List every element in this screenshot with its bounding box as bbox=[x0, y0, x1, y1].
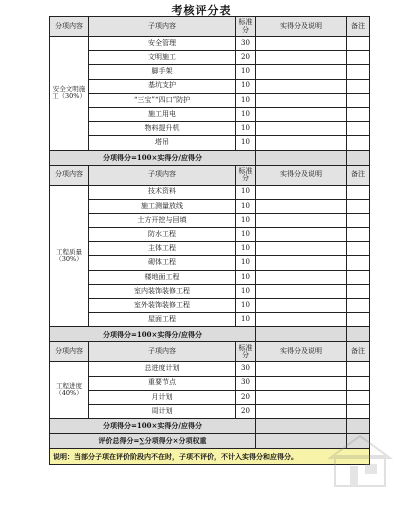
table-row bbox=[50, 376, 370, 390]
actual-score-cell[interactable] bbox=[256, 313, 347, 327]
remark-cell[interactable] bbox=[347, 270, 370, 284]
subtotal-row bbox=[50, 150, 370, 165]
remark-cell[interactable] bbox=[347, 37, 370, 51]
standard-score: 10 bbox=[236, 270, 256, 284]
total-row bbox=[50, 434, 370, 449]
item-name: 施工测量放线 bbox=[89, 199, 236, 213]
remark-cell[interactable] bbox=[347, 122, 370, 136]
item-name: 楼地面工程 bbox=[89, 270, 236, 284]
item-name: 周计划 bbox=[89, 404, 236, 418]
standard-score: 10 bbox=[236, 122, 256, 136]
table-row bbox=[50, 284, 370, 298]
item-name: 砌体工程 bbox=[89, 256, 236, 270]
table-row bbox=[50, 404, 370, 418]
column-header-row bbox=[50, 342, 370, 362]
actual-score-cell[interactable] bbox=[256, 136, 347, 150]
subtotal-remark-cell[interactable] bbox=[347, 327, 370, 342]
subtotal-formula: 分项得分=100×实得分/应得分 bbox=[50, 419, 256, 434]
subtotal-formula: 分项得分=100×实得分/应得分 bbox=[50, 150, 256, 165]
header-item: 子项内容 bbox=[89, 165, 236, 185]
actual-score-cell[interactable] bbox=[256, 65, 347, 79]
remark-cell[interactable] bbox=[347, 51, 370, 65]
header-remark: 备注 bbox=[347, 17, 370, 37]
header-standard: 标准分 bbox=[236, 17, 256, 37]
item-name: 防水工程 bbox=[89, 228, 236, 242]
table-row bbox=[50, 242, 370, 256]
item-name: 室内装饰装修工程 bbox=[89, 284, 236, 298]
actual-score-cell[interactable] bbox=[256, 199, 347, 213]
watermark-logo-icon bbox=[325, 431, 395, 491]
item-name: 文明施工 bbox=[89, 51, 236, 65]
standard-score: 20 bbox=[236, 390, 256, 404]
subtotal-remark-cell[interactable] bbox=[347, 150, 370, 165]
header-item: 子项内容 bbox=[89, 342, 236, 362]
table-row bbox=[50, 37, 370, 51]
standard-score: 10 bbox=[236, 313, 256, 327]
actual-score-cell[interactable] bbox=[256, 122, 347, 136]
standard-score: 30 bbox=[236, 362, 256, 376]
standard-score: 10 bbox=[236, 228, 256, 242]
item-name: 安全管理 bbox=[89, 37, 236, 51]
table-row bbox=[50, 390, 370, 404]
actual-score-cell[interactable] bbox=[256, 390, 347, 404]
item-name: 脚手架 bbox=[89, 65, 236, 79]
table-row bbox=[50, 256, 370, 270]
table-row bbox=[50, 213, 370, 227]
item-name: “三宝”“四口”防护 bbox=[89, 93, 236, 107]
actual-score-cell[interactable] bbox=[256, 242, 347, 256]
header-standard: 标准分 bbox=[236, 165, 256, 185]
standard-score: 10 bbox=[236, 107, 256, 121]
table-row bbox=[50, 51, 370, 65]
remark-cell[interactable] bbox=[347, 79, 370, 93]
remark-cell[interactable] bbox=[347, 404, 370, 418]
header-section: 分项内容 bbox=[50, 165, 89, 185]
actual-score-cell[interactable] bbox=[256, 79, 347, 93]
table-row bbox=[50, 93, 370, 107]
table-row bbox=[50, 107, 370, 121]
remark-cell[interactable] bbox=[347, 313, 370, 327]
actual-score-cell[interactable] bbox=[256, 213, 347, 227]
remark-cell[interactable] bbox=[347, 242, 370, 256]
subtotal-row bbox=[50, 327, 370, 342]
table-row bbox=[50, 299, 370, 313]
table-row bbox=[50, 199, 370, 213]
header-item: 子项内容 bbox=[89, 17, 236, 37]
standard-score: 10 bbox=[236, 93, 256, 107]
standard-score: 30 bbox=[236, 37, 256, 51]
header-section: 分项内容 bbox=[50, 17, 89, 37]
actual-score-cell[interactable] bbox=[256, 93, 347, 107]
remark-cell[interactable] bbox=[347, 185, 370, 199]
remark-cell[interactable] bbox=[347, 199, 370, 213]
header-standard: 标准分 bbox=[236, 342, 256, 362]
actual-score-cell[interactable] bbox=[256, 51, 347, 65]
header-actual: 实得分及说明 bbox=[256, 165, 347, 185]
header-remark: 备注 bbox=[347, 342, 370, 362]
table-row bbox=[50, 313, 370, 327]
actual-score-cell[interactable] bbox=[256, 284, 347, 298]
item-name: 重要节点 bbox=[89, 376, 236, 390]
actual-score-cell[interactable] bbox=[256, 37, 347, 51]
remark-cell[interactable] bbox=[347, 284, 370, 298]
remark-cell[interactable] bbox=[347, 213, 370, 227]
item-name: 物料提升机 bbox=[89, 122, 236, 136]
remark-cell[interactable] bbox=[347, 136, 370, 150]
column-header-row bbox=[50, 17, 370, 37]
remark-cell[interactable] bbox=[347, 390, 370, 404]
standard-score: 10 bbox=[236, 65, 256, 79]
subtotal-actual-cell[interactable] bbox=[256, 150, 347, 165]
table-row bbox=[50, 79, 370, 93]
standard-score: 10 bbox=[236, 299, 256, 313]
subtotal-formula: 分项得分=100×实得分/应得分 bbox=[50, 327, 256, 342]
standard-score: 10 bbox=[236, 256, 256, 270]
table-row bbox=[50, 270, 370, 284]
header-section: 分项内容 bbox=[50, 342, 89, 362]
item-name: 施工用电 bbox=[89, 107, 236, 121]
table-row bbox=[50, 136, 370, 150]
item-name: 土方开挖与回填 bbox=[89, 213, 236, 227]
remark-cell[interactable] bbox=[347, 228, 370, 242]
header-remark: 备注 bbox=[347, 165, 370, 185]
remark-cell[interactable] bbox=[347, 93, 370, 107]
item-name: 总进度计划 bbox=[89, 362, 236, 376]
section-name: 工程质量（30%） bbox=[50, 185, 89, 327]
item-name: 月计划 bbox=[89, 390, 236, 404]
table-row bbox=[50, 228, 370, 242]
actual-score-cell[interactable] bbox=[256, 362, 347, 376]
item-name: 屋面工程 bbox=[89, 313, 236, 327]
item-name: 塔吊 bbox=[89, 136, 236, 150]
note-text: 说明：当部分子项在评价阶段内不在时，子项不评价，不计入实得分和应得分。 bbox=[50, 449, 370, 465]
actual-score-cell[interactable] bbox=[256, 185, 347, 199]
standard-score: 10 bbox=[236, 213, 256, 227]
item-name: 基坑支护 bbox=[89, 79, 236, 93]
standard-score: 10 bbox=[236, 199, 256, 213]
remark-cell[interactable] bbox=[347, 107, 370, 121]
item-name: 主体工程 bbox=[89, 242, 236, 256]
table-row bbox=[50, 65, 370, 79]
actual-score-cell[interactable] bbox=[256, 404, 347, 418]
remark-cell[interactable] bbox=[347, 256, 370, 270]
standard-score: 20 bbox=[236, 51, 256, 65]
standard-score: 20 bbox=[236, 404, 256, 418]
item-name: 技术资料 bbox=[89, 185, 236, 199]
subtotal-actual-cell[interactable] bbox=[256, 327, 347, 342]
standard-score: 10 bbox=[236, 242, 256, 256]
table-row bbox=[50, 362, 370, 376]
header-actual: 实得分及说明 bbox=[256, 342, 347, 362]
standard-score: 10 bbox=[236, 185, 256, 199]
subtotal-row bbox=[50, 419, 370, 434]
actual-score-cell[interactable] bbox=[256, 256, 347, 270]
standard-score: 30 bbox=[236, 376, 256, 390]
total-formula: 评价总得分=∑分项得分×分项权重 bbox=[50, 434, 256, 449]
actual-score-cell[interactable] bbox=[256, 228, 347, 242]
page-title: 考核评分表 bbox=[171, 4, 232, 17]
actual-score-cell[interactable] bbox=[256, 107, 347, 121]
evaluation-table bbox=[49, 16, 370, 465]
standard-score: 10 bbox=[236, 79, 256, 93]
actual-score-cell[interactable] bbox=[256, 299, 347, 313]
remark-cell[interactable] bbox=[347, 299, 370, 313]
remark-cell[interactable] bbox=[347, 376, 370, 390]
item-name: 室外装饰装修工程 bbox=[89, 299, 236, 313]
actual-score-cell[interactable] bbox=[256, 376, 347, 390]
note-row bbox=[50, 449, 370, 465]
actual-score-cell[interactable] bbox=[256, 270, 347, 284]
column-header-row bbox=[50, 165, 370, 185]
table-row bbox=[50, 185, 370, 199]
section-name: 安全文明施工（30%） bbox=[50, 37, 89, 151]
standard-score: 10 bbox=[236, 284, 256, 298]
remark-cell[interactable] bbox=[347, 65, 370, 79]
section-name: 工程进度（40%） bbox=[50, 362, 89, 419]
standard-score: 10 bbox=[236, 136, 256, 150]
header-actual: 实得分及说明 bbox=[256, 17, 347, 37]
remark-cell[interactable] bbox=[347, 362, 370, 376]
table-row bbox=[50, 122, 370, 136]
